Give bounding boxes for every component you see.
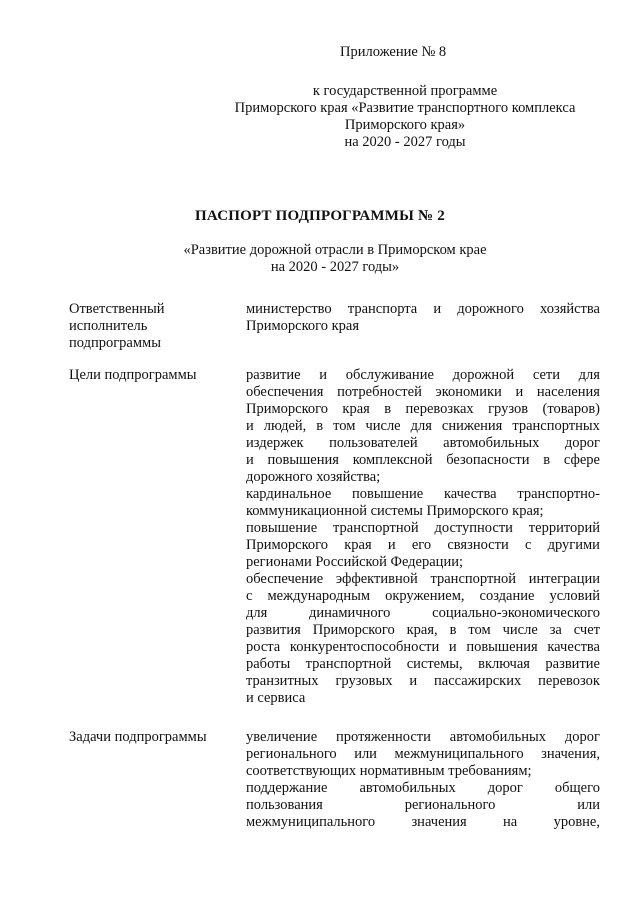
content-word: пользователей <box>329 435 418 451</box>
content-word: коммуникационной системы Приморского края; <box>246 503 544 519</box>
content-word: доступности <box>434 520 513 536</box>
content-word: соответствующих нормативным требованиям; <box>246 763 532 779</box>
content-word: с <box>524 537 532 553</box>
content-line <box>246 469 600 486</box>
content-word: и <box>448 639 457 655</box>
content-word: и <box>409 673 418 689</box>
content-word: общего <box>554 780 600 796</box>
content-word: значения <box>411 814 467 830</box>
content-word: повышение <box>246 520 318 536</box>
content-line <box>246 622 600 639</box>
content-line <box>246 384 600 401</box>
row-label-line: Цели подпрограммы <box>69 367 197 383</box>
program-reference-line: к государственной программе <box>312 83 498 99</box>
content-word: транспортной <box>333 520 419 536</box>
content-word: экономики <box>435 384 502 400</box>
content-line <box>246 729 600 746</box>
content-word: повышения <box>267 452 339 468</box>
content-word: обеспечения <box>246 384 324 400</box>
content-word: обслуживание <box>345 367 434 383</box>
content-line <box>246 554 600 571</box>
content-word: и <box>246 418 254 434</box>
content-word: безопасности <box>446 452 530 468</box>
program-reference-line: на 2020 - 2027 годы <box>344 134 466 150</box>
content-word: числе <box>502 622 538 638</box>
content-word: издержек <box>246 435 304 451</box>
content-line <box>246 639 600 656</box>
row-label-line: исполнитель <box>69 318 148 334</box>
content-line <box>246 588 600 605</box>
content-word: края <box>344 537 372 553</box>
content-word: межмуниципального <box>246 814 376 830</box>
content-word: в <box>384 401 392 417</box>
content-word: за <box>549 622 562 638</box>
content-word: Приморского <box>246 401 328 417</box>
program-reference-line: Приморского края» <box>344 117 466 133</box>
content-word: или <box>577 797 600 813</box>
content-word: международным <box>267 588 371 604</box>
content-word: для <box>578 367 600 383</box>
content-word: пользования <box>246 797 323 813</box>
content-line <box>246 763 600 780</box>
content-line <box>246 486 600 503</box>
content-word: протяженности <box>336 729 431 745</box>
content-word: развитие <box>545 656 600 672</box>
content-line <box>246 605 600 622</box>
content-word: и сервиса <box>246 690 306 706</box>
subprogram-name <box>150 242 520 276</box>
content-word: конкурентоспособности <box>289 639 440 655</box>
content-word: перевозок <box>538 673 600 689</box>
content-word: снижения <box>441 418 503 434</box>
row-label-line: Ответственный <box>69 301 165 317</box>
content-word: на <box>503 814 518 830</box>
content-word: края <box>342 401 370 417</box>
content-word: том <box>468 622 491 638</box>
content-word: и <box>319 367 328 383</box>
content-line <box>246 571 600 588</box>
content-line <box>246 690 600 707</box>
content-word: для <box>410 418 432 434</box>
content-word: кардинальное <box>246 486 332 502</box>
content-line <box>246 797 600 814</box>
content-word: Приморского края <box>246 318 360 334</box>
row-content <box>246 729 600 831</box>
content-line <box>246 780 600 797</box>
content-line <box>246 520 600 537</box>
content-word: автомобильных <box>443 435 540 451</box>
content-line <box>246 673 600 690</box>
content-word: грузов <box>488 401 529 417</box>
content-word: регионального <box>404 797 496 813</box>
content-word: создание <box>479 588 535 604</box>
content-word: увеличение <box>246 729 318 745</box>
appendix-number: Приложение № 8 <box>340 44 447 60</box>
row-content <box>246 367 600 707</box>
content-word: Приморского <box>246 537 328 553</box>
program-reference <box>210 83 600 151</box>
content-word: или <box>354 746 377 762</box>
passport-title: ПАСПОРТ ПОДПРОГРАММЫ № 2 <box>195 208 445 224</box>
content-word: качества <box>443 486 497 502</box>
row-label-line: подпрограммы <box>69 335 161 351</box>
content-word: и <box>246 452 254 468</box>
content-word: развития <box>246 622 301 638</box>
content-word: дорог <box>564 435 600 451</box>
content-line <box>246 537 600 554</box>
content-word: автомобильных <box>359 780 456 796</box>
content-word: значения, <box>541 746 600 762</box>
content-line <box>246 656 600 673</box>
content-word: населения <box>536 384 600 400</box>
content-line <box>246 301 600 318</box>
row-label <box>69 367 239 384</box>
content-word: транспортной <box>430 571 517 587</box>
content-word: людей, <box>263 418 307 434</box>
content-word: в <box>543 452 551 468</box>
content-word: края, <box>406 622 438 638</box>
subprogram-name-line: на 2020 - 2027 годы» <box>270 259 400 275</box>
content-word: транспорта <box>347 301 418 317</box>
content-word: окружением, <box>385 588 465 604</box>
content-word: условий <box>549 588 600 604</box>
content-word: регионами Российской Федерации; <box>246 554 463 570</box>
content-word: территорий <box>528 520 600 536</box>
content-word: (товаров) <box>542 401 600 417</box>
content-word: повышения <box>466 639 538 655</box>
content-line <box>246 401 600 418</box>
content-line <box>246 746 600 763</box>
content-word: другими <box>547 537 600 553</box>
content-word: перевозках <box>405 401 474 417</box>
content-word: в <box>316 418 324 434</box>
content-word: повышение <box>352 486 424 502</box>
content-word: включая <box>478 656 530 672</box>
content-word: Приморского <box>312 622 395 638</box>
content-line <box>246 318 600 335</box>
content-word: качества <box>547 639 600 655</box>
content-word: и <box>387 537 396 553</box>
content-word: транспортной <box>305 656 392 672</box>
content-word: комплексной <box>352 452 433 468</box>
content-word: хозяйства <box>540 301 600 317</box>
row-label <box>69 729 239 746</box>
content-line <box>246 435 600 452</box>
content-word: обеспечение <box>246 571 324 587</box>
content-word: поддержание <box>246 780 328 796</box>
content-word: пассажирских <box>434 673 522 689</box>
content-word: уровне, <box>553 814 600 830</box>
row-content <box>246 301 600 335</box>
row-label-line: Задачи подпрограммы <box>69 729 207 745</box>
content-word: в <box>449 622 457 638</box>
content-line <box>246 814 600 831</box>
program-reference-line: Приморского края «Развитие транспортного комплекса <box>234 100 576 116</box>
content-word: том <box>333 418 356 434</box>
content-word: автомобильных <box>449 729 546 745</box>
content-word: интеграции <box>528 571 600 587</box>
content-word: связности <box>447 537 509 553</box>
content-word: регионального <box>246 746 337 762</box>
content-word: министерство <box>246 301 332 317</box>
content-word: с <box>246 588 253 604</box>
content-word: дорог <box>487 780 523 796</box>
content-word: грузовых <box>335 673 393 689</box>
content-line <box>246 418 600 435</box>
content-word: межмуниципального <box>394 746 524 762</box>
content-word: и <box>515 384 524 400</box>
content-word: дорожного хозяйства; <box>246 469 381 485</box>
content-word: потребностей <box>337 384 422 400</box>
content-line <box>246 367 600 384</box>
content-word: дорожного <box>457 301 524 317</box>
content-word: развитие <box>246 367 301 383</box>
content-word: системы, <box>406 656 463 672</box>
content-word: дорог <box>564 729 600 745</box>
content-word: сети <box>532 367 560 383</box>
content-word: транзитных <box>246 673 319 689</box>
content-word: и <box>433 301 442 317</box>
row-label <box>69 301 239 352</box>
content-word: транспортно- <box>517 486 600 502</box>
subprogram-name-line: «Развитие дорожной отрасли в Приморском крае <box>183 242 487 258</box>
content-line <box>246 452 600 469</box>
content-word: его <box>411 537 432 553</box>
content-word: социально-экономического <box>432 605 600 621</box>
content-word: числе <box>365 418 401 434</box>
content-word: динамичного <box>309 605 391 621</box>
content-word: роста <box>246 639 281 655</box>
content-word: сфере <box>563 452 600 468</box>
content-word: для <box>246 605 268 621</box>
content-line <box>246 503 600 520</box>
content-word: счет <box>573 622 600 638</box>
content-word: транспортных <box>512 418 600 434</box>
content-word: дорожной <box>452 367 515 383</box>
content-word: эффективной <box>335 571 418 587</box>
content-word: работы <box>246 656 291 672</box>
